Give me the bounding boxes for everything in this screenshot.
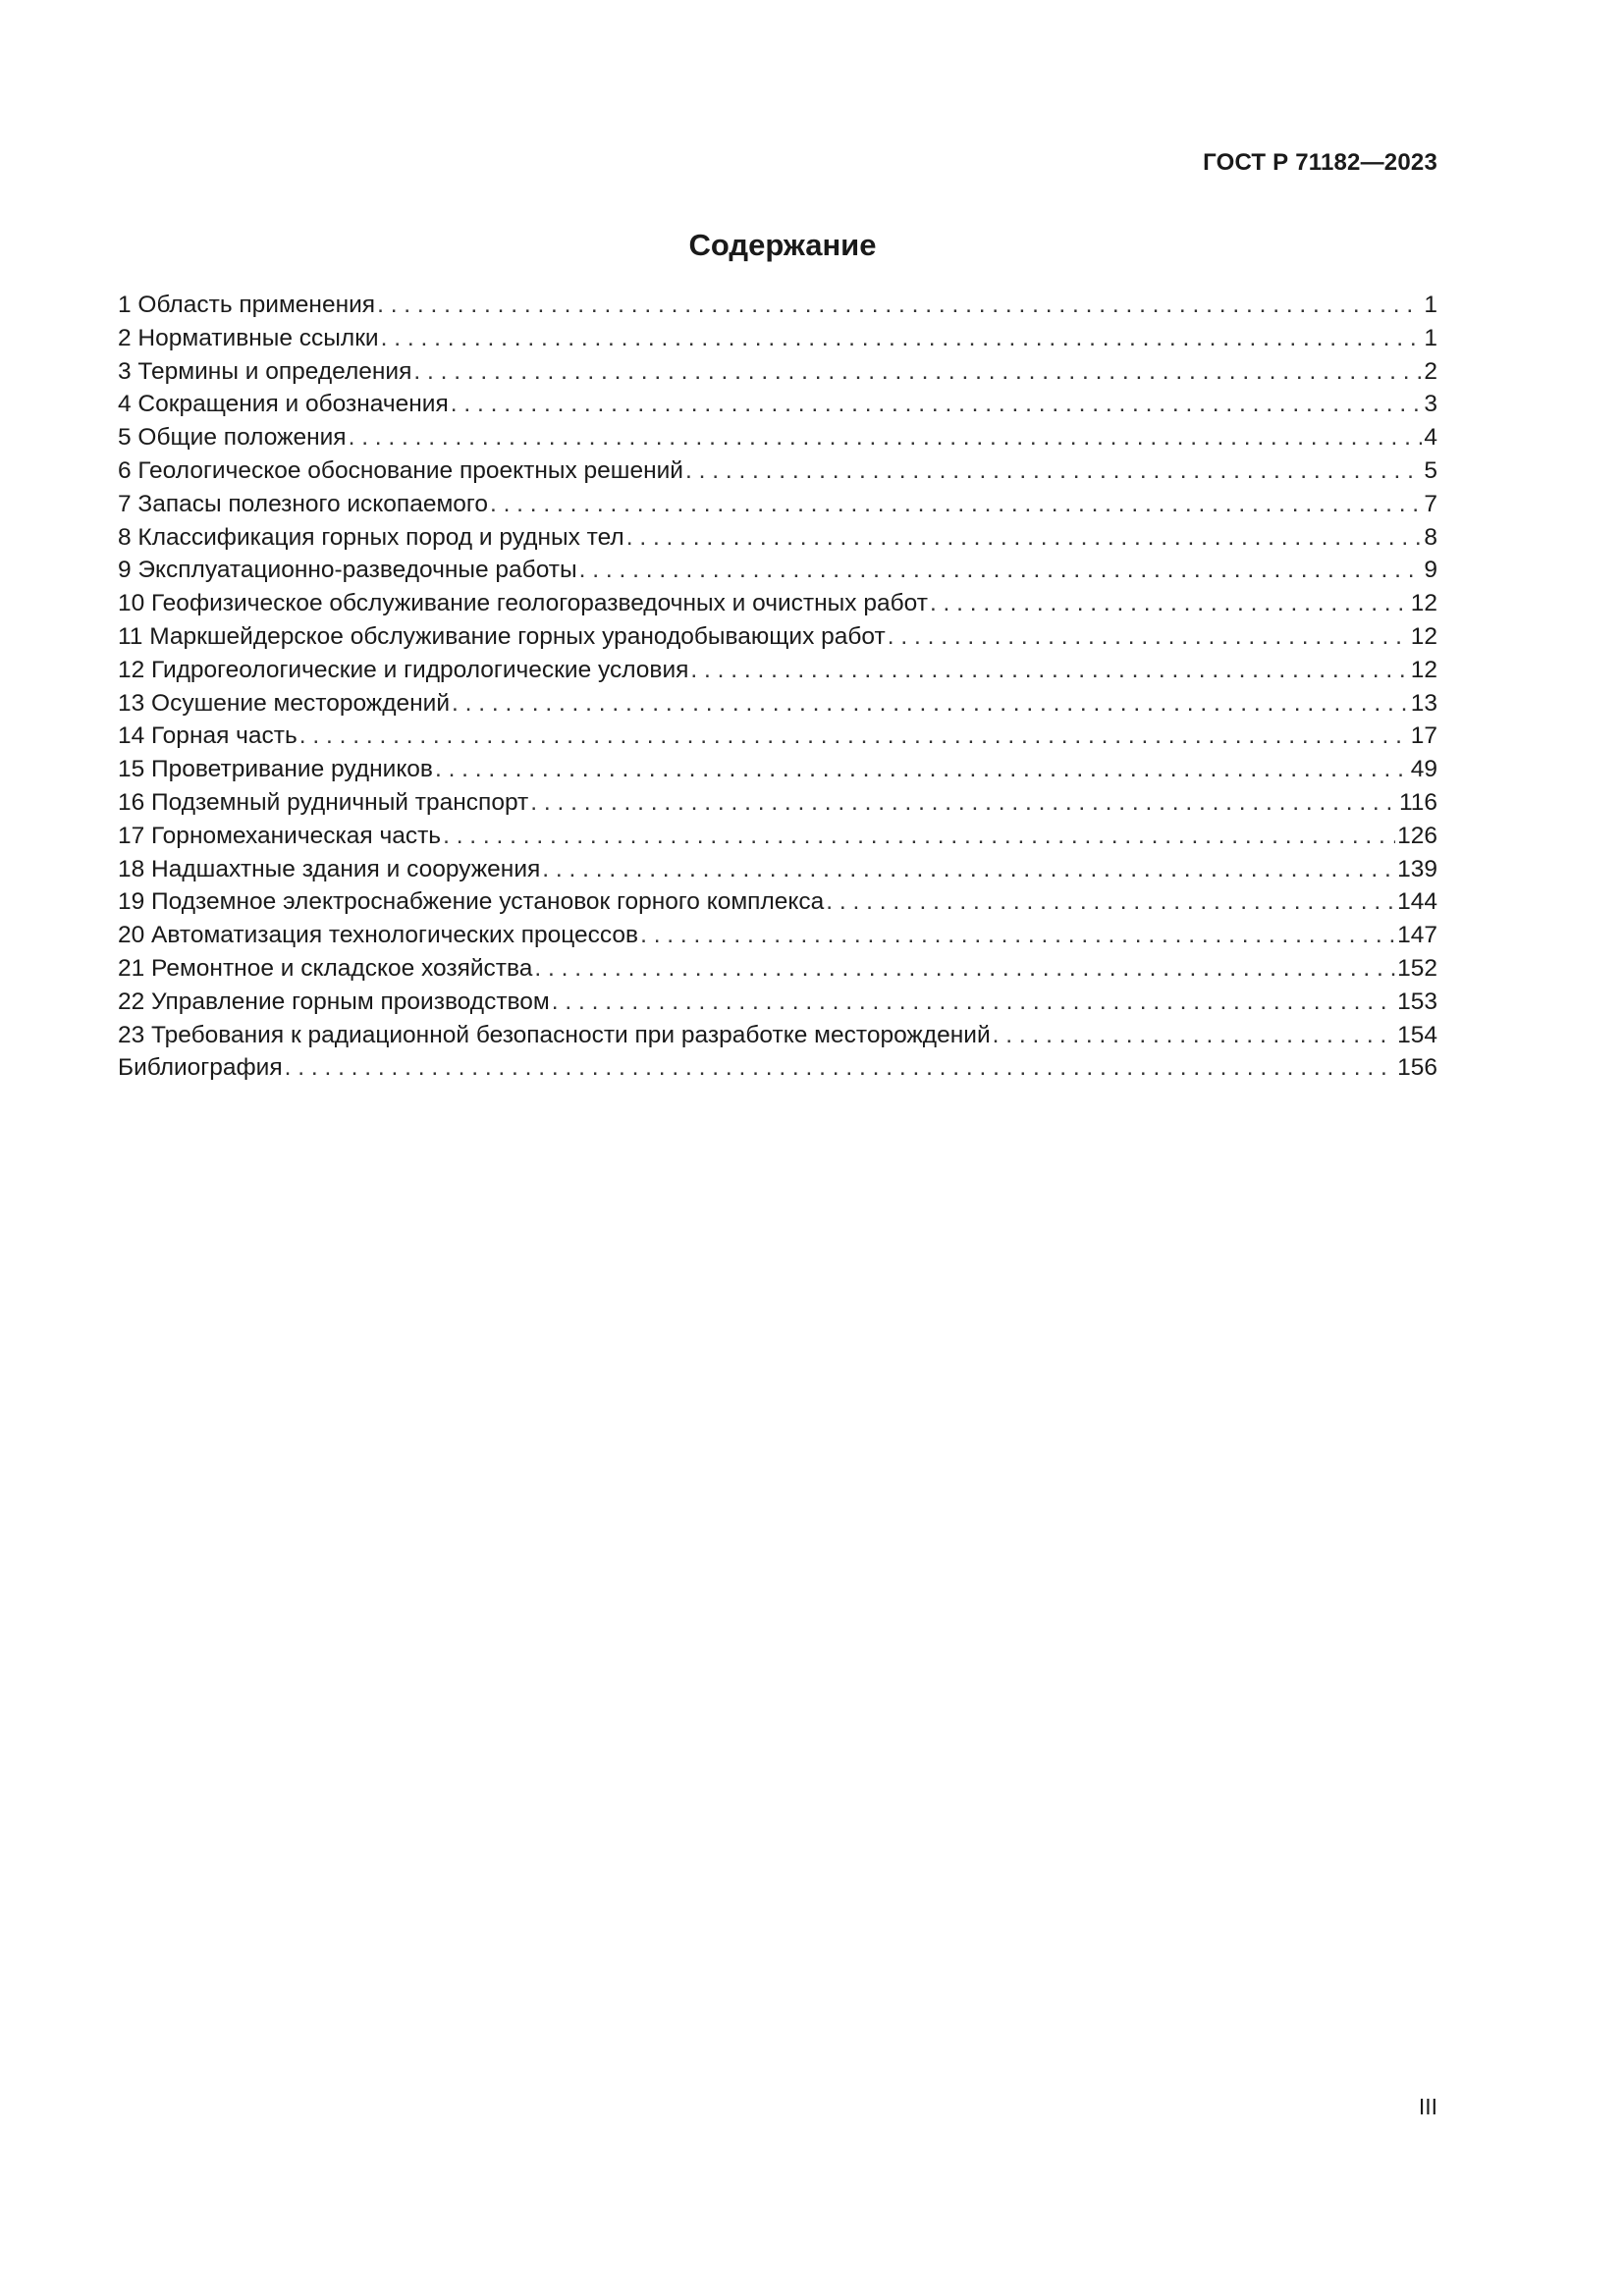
toc-entry-label: 15 Проветривание рудников (118, 756, 433, 783)
toc-entry-label: 1 Область применения (118, 292, 376, 318)
toc-dot-leader (690, 654, 1408, 687)
toc-entry-label: 21 Ремонтное и складское хозяйства (118, 954, 533, 982)
toc-entry[interactable] (118, 687, 1437, 721)
toc-entry-page: 116 (1398, 788, 1437, 816)
toc-dot-leader (993, 1019, 1395, 1052)
toc-entry[interactable] (118, 885, 1437, 919)
toc-entry[interactable] (118, 521, 1437, 555)
toc-dot-leader (377, 289, 1422, 322)
toc-entry-label: 13 Осушение месторождений (118, 689, 451, 717)
toc-entry[interactable] (118, 488, 1437, 521)
toc-entry-page: 5 (1424, 456, 1437, 484)
toc-entry-page: 126 (1397, 822, 1437, 849)
document-code: ГОСТ Р 71182—2023 (1203, 149, 1437, 176)
toc-entry[interactable] (118, 355, 1437, 389)
toc-dot-leader (443, 820, 1395, 853)
toc-entry-label: 11 Маркшейдерское обслуживание горных уранодобывающих работ (118, 622, 886, 650)
toc-dot-leader (381, 322, 1423, 355)
toc-entry-label: 18 Надшахтные здания и сооружения (118, 855, 541, 882)
toc-entry-label: 19 Подземное электроснабжение установок горного комплекса (118, 888, 825, 916)
toc-entry-page: 3 (1424, 391, 1437, 418)
toc-dot-leader (451, 388, 1423, 421)
toc-entry-label: 16 Подземный рудничный транспорт (118, 788, 529, 816)
toc-dot-leader (534, 952, 1395, 986)
toc-entry-page: 17 (1410, 722, 1437, 750)
toc-entry-page: 49 (1410, 756, 1437, 783)
toc-entry-label: 2 Нормативные ссылки (118, 324, 379, 351)
toc-entry-page: 2 (1424, 357, 1437, 385)
toc-dot-leader (626, 521, 1423, 555)
toc-entry-label: 10 Геофизическое обслуживание геологоразведочных и очистных работ (118, 590, 928, 617)
toc-entry[interactable] (118, 322, 1437, 355)
toc-dot-leader (640, 919, 1395, 952)
toc-dot-leader (349, 421, 1423, 454)
toc-entry[interactable] (118, 388, 1437, 421)
toc-entry[interactable] (118, 753, 1437, 786)
toc-entry-label: 6 Геологическое обоснование проектных решений (118, 456, 683, 484)
toc-entry-label: 3 Термины и определения (118, 357, 412, 385)
toc-dot-leader (435, 753, 1409, 786)
toc-entry-label: 4 Сокращения и обозначения (118, 391, 449, 418)
toc-entry-page: 147 (1397, 922, 1437, 949)
table-of-contents (118, 289, 1437, 1085)
toc-entry-page: 139 (1397, 855, 1437, 882)
toc-dot-leader (930, 587, 1409, 620)
toc-entry[interactable] (118, 820, 1437, 853)
toc-dot-leader (888, 620, 1409, 654)
toc-entry[interactable] (118, 986, 1437, 1019)
toc-entry-page: 156 (1397, 1054, 1437, 1082)
toc-entry[interactable] (118, 853, 1437, 886)
toc-entry[interactable] (118, 421, 1437, 454)
toc-entry-label: 17 Горномеханическая часть (118, 822, 442, 849)
toc-entry-page: 12 (1410, 622, 1437, 650)
toc-entry[interactable] (118, 654, 1437, 687)
toc-entry[interactable] (118, 454, 1437, 488)
toc-entry-page: 13 (1410, 689, 1437, 717)
toc-entry-page: 8 (1424, 523, 1437, 551)
toc-entry[interactable] (118, 720, 1437, 753)
toc-entry-label: 14 Горная часть (118, 722, 298, 750)
page-title: Содержание (688, 228, 877, 262)
toc-dot-leader (452, 687, 1409, 721)
toc-dot-leader (299, 720, 1409, 753)
toc-entry-page: 144 (1397, 888, 1437, 916)
toc-entry-page: 153 (1397, 988, 1437, 1015)
toc-dot-leader (285, 1051, 1396, 1085)
toc-entry-label: Библиография (118, 1054, 283, 1082)
toc-entry[interactable] (118, 620, 1437, 654)
toc-entry[interactable] (118, 919, 1437, 952)
toc-entry-label: 22 Управление горным производством (118, 988, 550, 1015)
toc-entry[interactable] (118, 587, 1437, 620)
toc-entry-page: 12 (1410, 656, 1437, 683)
toc-dot-leader (579, 554, 1423, 587)
toc-entry-page: 9 (1424, 557, 1437, 584)
toc-entry-label: 20 Автоматизация технологических процессов (118, 922, 639, 949)
toc-entry-page: 7 (1424, 490, 1437, 517)
toc-entry-label: 23 Требования к радиационной безопасности при разработке месторождений (118, 1021, 991, 1048)
toc-entry-page: 154 (1397, 1021, 1437, 1048)
toc-entry-page: 152 (1397, 954, 1437, 982)
toc-dot-leader (530, 786, 1397, 820)
toc-entry[interactable] (118, 289, 1437, 322)
toc-entry-label: 8 Классификация горных пород и рудных тел (118, 523, 624, 551)
toc-entry[interactable] (118, 952, 1437, 986)
page-number: III (1418, 2094, 1437, 2119)
toc-entry[interactable] (118, 1019, 1437, 1052)
toc-entry-page: 12 (1410, 590, 1437, 617)
toc-dot-leader (542, 853, 1395, 886)
toc-entry-page: 4 (1424, 424, 1437, 452)
toc-dot-leader (552, 986, 1395, 1019)
toc-entry-label: 7 Запасы полезного ископаемого (118, 490, 488, 517)
toc-entry-page: 1 (1424, 324, 1437, 351)
toc-dot-leader (685, 454, 1422, 488)
toc-dot-leader (490, 488, 1422, 521)
toc-entry[interactable] (118, 554, 1437, 587)
toc-entry-label: 9 Эксплуатационно-разведочные работы (118, 557, 577, 584)
toc-entry[interactable] (118, 1051, 1437, 1085)
toc-dot-leader (413, 355, 1422, 389)
toc-entry-label: 5 Общие положения (118, 424, 347, 452)
toc-dot-leader (826, 885, 1395, 919)
toc-entry[interactable] (118, 786, 1437, 820)
toc-entry-label: 12 Гидрогеологические и гидрологические условия (118, 656, 689, 683)
toc-entry-page: 1 (1424, 292, 1437, 318)
